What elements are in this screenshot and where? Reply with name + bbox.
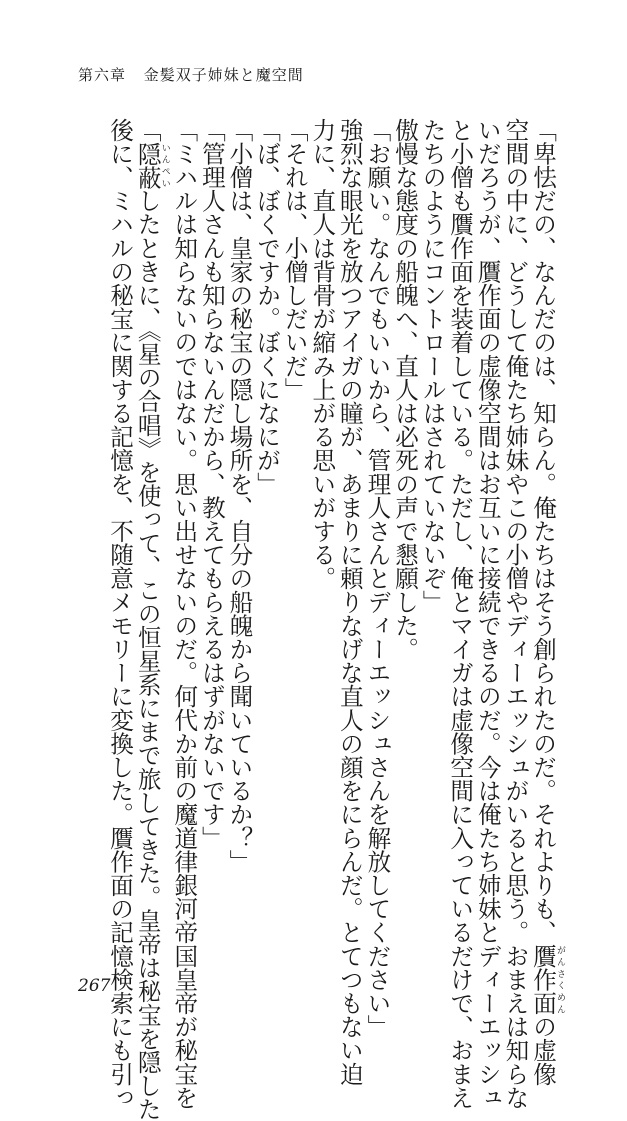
text-line-2-body: 空間の中に、どうして俺たち姉妹やこの小僧やディーエッシュがいると思う。おまえは知らな <box>501 118 530 1110</box>
text-line-14: 「ミハルは知らないのではない。思い出せないのだ。何代か前の魔道律銀河帝国皇帝が秘宝を <box>170 118 199 1110</box>
text-line-1-ruby-tail: 贋作面がんさくめんの虚像 <box>529 944 565 1086</box>
text-line-1: 「卑怯だの、なんだのは、知らん。俺たちはそう創られたのだ。それよりも、贋作面がんさくめんの虚像 <box>529 118 565 1086</box>
chapter-title: 金髪双子姉妹と魔空間 <box>143 66 304 84</box>
text-line-4: と小僧も贋作面を装着している。ただし、俺とマイガは虚像空間に入っているだけで、おまえ <box>446 118 475 1110</box>
text-line-15: 「隠蔽いんぺいしたときに、《星の合唱》を使って、この恒星系にまで旅してきた。皇帝は秘宝を隠した <box>133 118 170 1121</box>
page-number: 267 <box>78 976 111 996</box>
text-line-9: 力に、直人は背骨が縮み上がる思いがする。 <box>308 118 337 590</box>
text-line-3: いだろうが、贋作面の虚像空間はお互いに接続できるのだ。今は俺たち姉妹とディーエッシュ <box>473 118 502 1110</box>
text-line-15-rest: したときに、《星の合唱》を使って、この恒星系にまで旅してきた。皇帝は秘宝を隠した <box>133 188 162 1121</box>
text-line-12: 「小僧は、皇家の秘宝の隠し場所を、自分の船魄から聞いているか？」 <box>225 118 254 874</box>
ruby-base: 隠蔽 <box>133 141 162 189</box>
text-line-2 <box>501 118 530 1110</box>
text-line-10: 「それは、小僧しだいだ」 <box>280 118 309 402</box>
ruby-reading: いんぺい <box>159 141 170 189</box>
chapter-label: 第六章 <box>78 66 127 84</box>
text-line-11: 「ぼ、ぼくですか。ぼくになにが」 <box>253 118 282 496</box>
text-line-6: 傲慢な態度の船魄へ、直人は必死の声で懇願した。 <box>391 118 420 661</box>
text-line-7: 「お願い。なんでもいいから、管理人さんとディーエッシュさんを解放してください」 <box>363 118 392 1039</box>
ruby-reading: がんさくめん <box>555 944 565 1015</box>
text-line-13: 「管理人さんも知らないんだから、教えてもらえるはずがないです」 <box>197 118 226 850</box>
text-line-8: 強烈な眼光を放つアイガの瞳が、あまりに頼りなげな直人の顔をにらんだ。とてつもない迫 <box>335 118 364 1086</box>
ruby-inpei <box>133 141 170 189</box>
running-header <box>78 64 304 85</box>
text-line-5: たちのようにコントロールはされていないぞ」 <box>418 118 447 614</box>
ruby-gansakumen: 贋作面がんさくめん <box>529 944 565 1015</box>
text-line-16: 後に、ミハルの秘宝に関する記憶を、不随意メモリーに変換した。贋作面の記憶検索にも引っ <box>106 118 135 1110</box>
